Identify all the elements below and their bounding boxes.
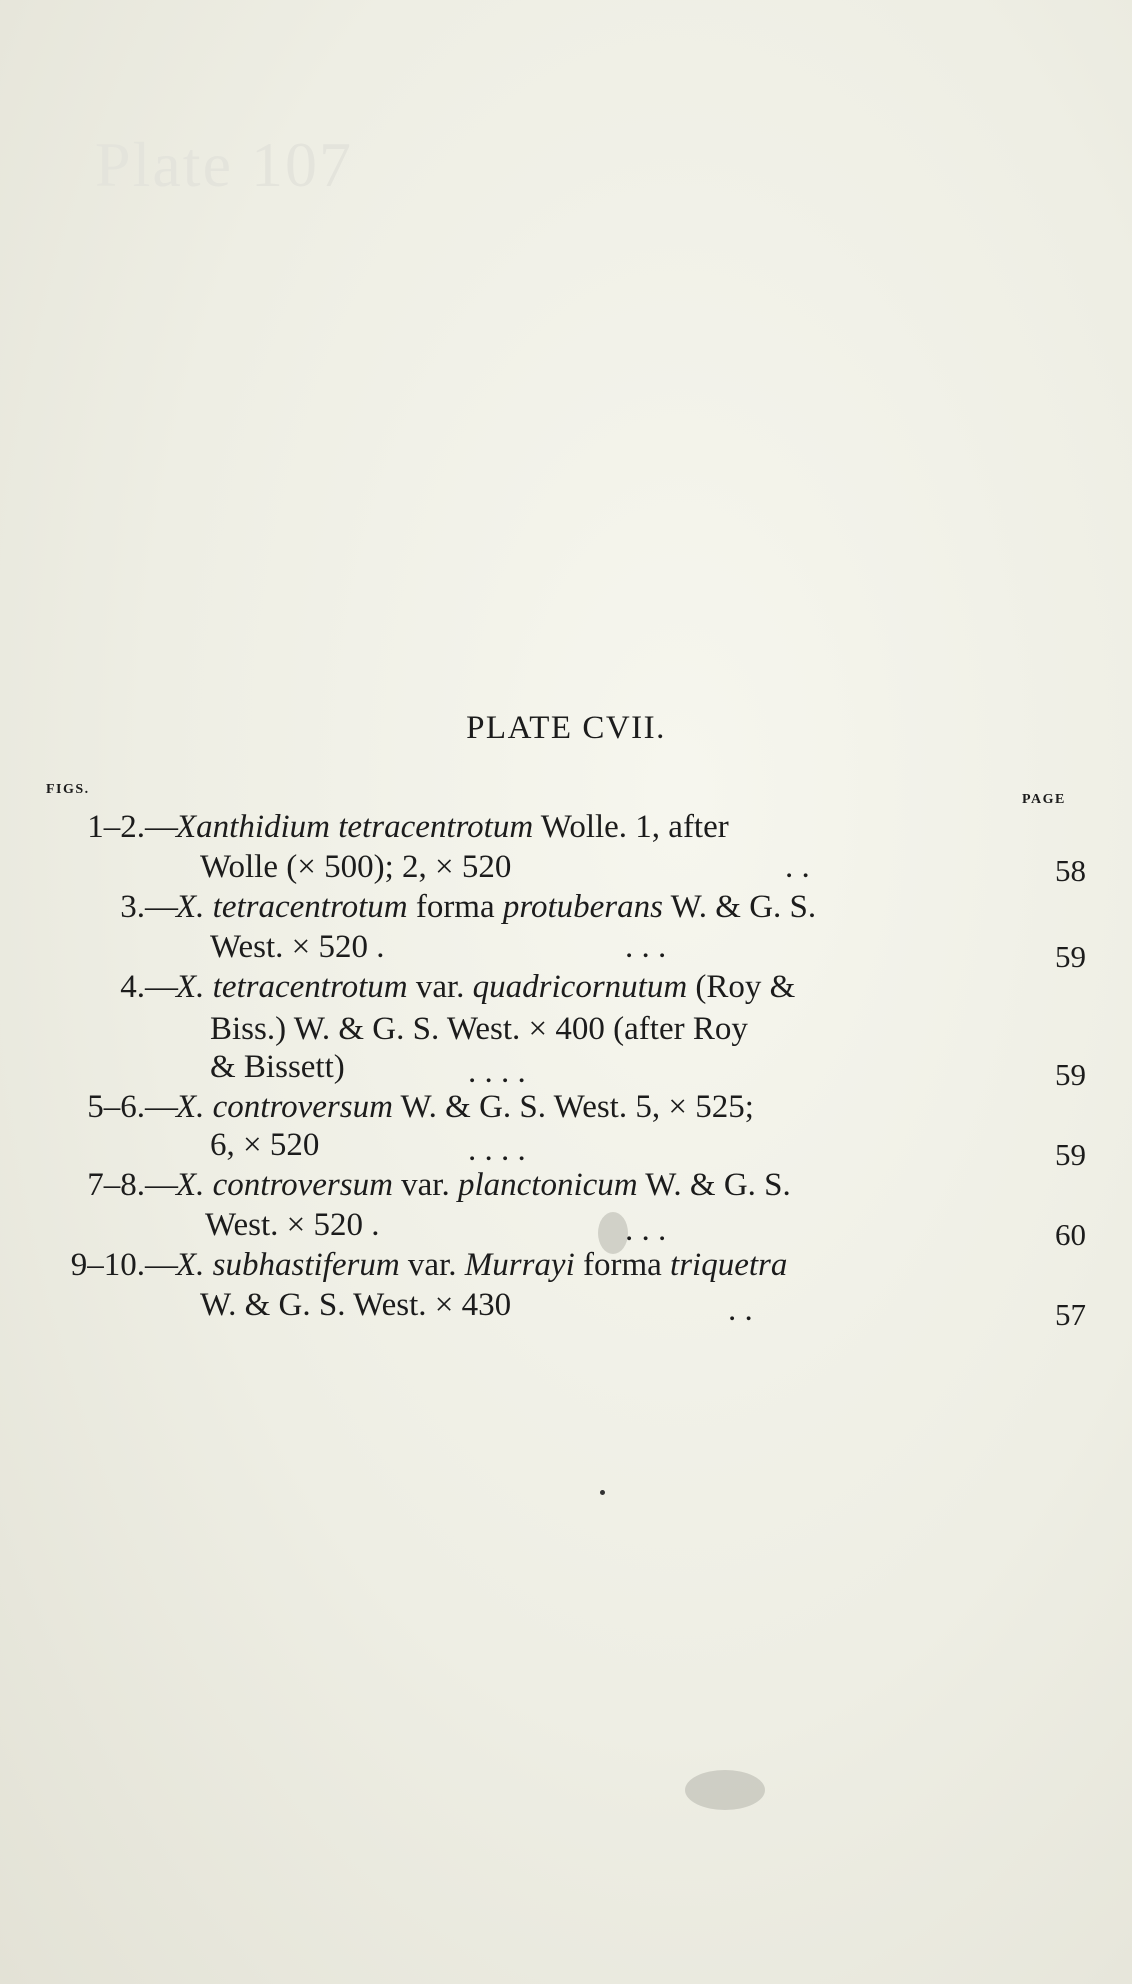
entry-line-1: X. tetracentrotum var. quadricornutum (Roy & [176,969,796,1005]
species-name: X. controversum [176,1089,393,1125]
entry-line-2: Biss.) W. & G. S. West. × 400 (after Roy [210,1011,748,1047]
entry-text: Wolle (× 500); 2, × 520 [200,849,512,885]
page-number: 58 [1055,853,1086,888]
figs-column-header: FIGS. [46,782,90,797]
entry-line-2: West. × 520 . [210,929,385,965]
entry-number: 5–6.— [87,1089,178,1125]
entry-number: 4.— [120,969,178,1005]
dot-leader: . . . . [468,1132,526,1168]
page-number: 59 [1055,1137,1086,1172]
form-name: protuberans [502,889,663,925]
species-name: X. subhastiferum [176,1247,400,1283]
ghost-bleed-through-text: Plate 107 [95,129,353,200]
entry-line-2: West. × 520 . [205,1207,380,1243]
species-name: X. tetracentrotum [176,969,408,1005]
plate-title: PLATE CVII. [466,710,666,746]
entry-number: 7–8.— [87,1167,178,1203]
entry-line-2: W. & G. S. West. × 430 [200,1287,512,1323]
paper-smudge [598,1212,628,1254]
paper-smudge [685,1770,765,1810]
page-number: 59 [1055,1057,1086,1092]
entry-line-3: & Bissett) [210,1049,345,1085]
page-number: 60 [1055,1217,1086,1252]
entry-line-1: X. controversum var. planctonicum W. & G. S. [176,1167,791,1203]
entry-number: 9–10.— [70,1247,178,1283]
entry-text: Wolle. 1, after [533,809,729,845]
dot-leader: . . . [625,1212,667,1248]
page-number: 59 [1055,939,1086,974]
species-name: Xanthidium tetracentrotum [176,809,534,845]
entry-line-2 [200,847,511,887]
page-number: 57 [1055,1297,1086,1332]
entry-line-2: 6, × 520 [210,1127,320,1163]
species-name: X. tetracentrotum [176,889,408,925]
entry-number: 3.— [120,889,178,925]
variety-name: planctonicum [457,1167,638,1203]
species-name: X. controversum [176,1167,393,1203]
entry-line-1: X. controversum W. & G. S. West. 5, × 525; [176,1089,754,1125]
dot-leader: . . [728,1292,753,1328]
dot-leader: . . . . [468,1054,526,1090]
entry-line-1 [176,807,729,847]
form-name: triquetra [670,1247,788,1283]
variety-name: Murrayi [464,1247,575,1283]
entry-line-1: X. tetracentrotum forma protuberans W. & G. S. [176,889,817,925]
dot-leader: . . [785,849,810,885]
paper-speck [600,1490,605,1495]
variety-name: quadricornutum [472,969,688,1005]
entry-number: 1–2.— [87,809,178,845]
dot-leader: . . . [625,929,667,965]
page-column-header: PAGE [1022,792,1066,807]
entry-line-1: X. subhastiferum var. Murrayi forma triquetra [176,1247,788,1283]
